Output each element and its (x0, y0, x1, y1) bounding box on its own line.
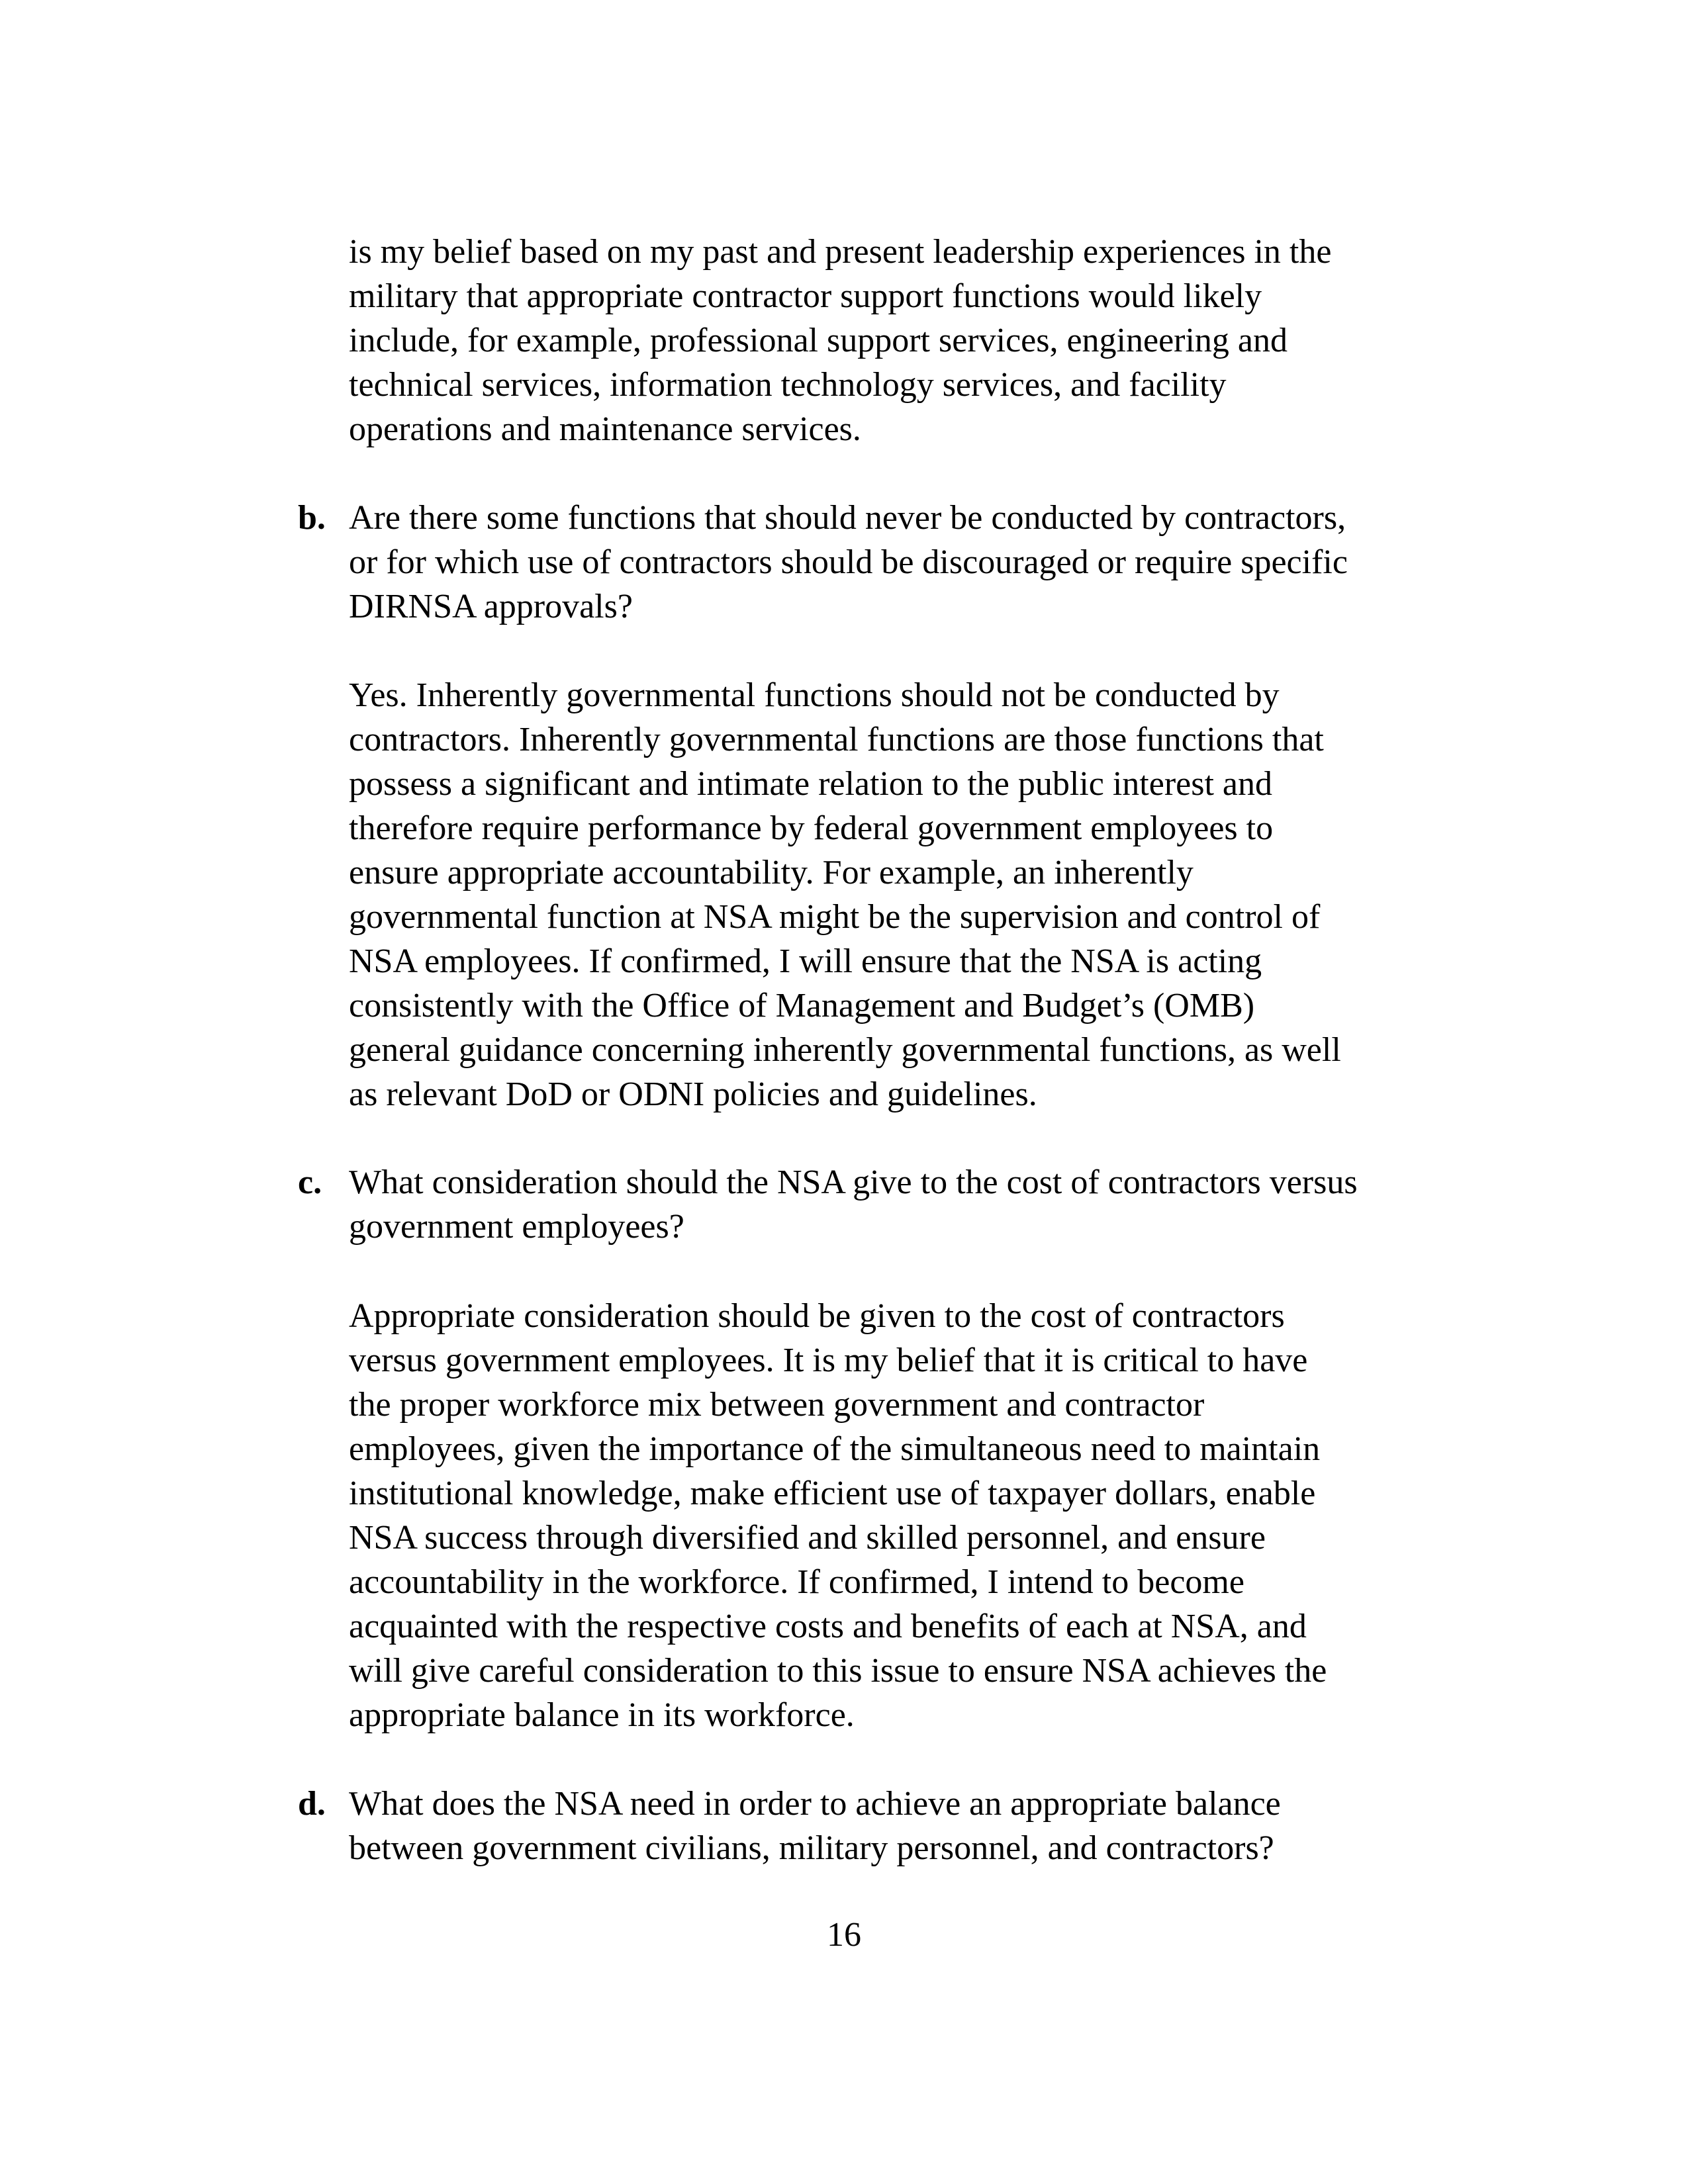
answer-b (349, 673, 1501, 1116)
question-line: What does the NSA need in order to achieve an appropriate balance (349, 1785, 1281, 1823)
answer-c (349, 1294, 1501, 1737)
answer-line: appropriate balance in its workforce. (349, 1696, 855, 1734)
answer-line: will give careful consideration to this issue to ensure NSA achieves the (349, 1652, 1327, 1690)
answer-line: therefore require performance by federal government employees to (349, 809, 1274, 847)
question-line: What consideration should the NSA give to the cost of contractors versus (349, 1163, 1358, 1201)
question-label: b. (298, 499, 326, 537)
answer-line: Yes. Inherently governmental functions should not be conducted by (349, 676, 1280, 714)
question-line: government employees? (349, 1208, 684, 1246)
text-line: military that appropriate contractor support functions would likely (349, 277, 1262, 315)
continuation-paragraph (349, 230, 1501, 451)
answer-line: NSA employees. If confirmed, I will ensure that the NSA is acting (349, 942, 1262, 980)
question-b (298, 496, 1501, 629)
answer-line: ensure appropriate accountability. For example, an inherently (349, 854, 1194, 891)
answer-line: versus government employees. It is my belief that it is critical to have (349, 1342, 1308, 1379)
answer-line: the proper workforce mix between government and contractor (349, 1386, 1205, 1424)
text-line: is my belief based on my past and present leadership experiences in the (349, 233, 1332, 271)
answer-line: governmental function at NSA might be the supervision and control of (349, 898, 1321, 936)
question-line: or for which use of contractors should be discouraged or require specific (349, 543, 1348, 581)
question-line: Are there some functions that should never be conducted by contractors, (349, 499, 1346, 537)
text-line: operations and maintenance services. (349, 410, 861, 448)
question-label: c. (298, 1163, 322, 1201)
answer-line: acquainted with the respective costs and benefits of each at NSA, and (349, 1608, 1307, 1645)
question-d (298, 1782, 1501, 1870)
answer-line: Appropriate consideration should be given to the cost of contractors (349, 1297, 1285, 1335)
question-line: DIRNSA approvals? (349, 588, 633, 625)
answer-line: consistently with the Office of Management and Budget’s (OMB) (349, 987, 1255, 1024)
answer-line: possess a significant and intimate relation to the public interest and (349, 765, 1272, 803)
answer-line: institutional knowledge, make efficient use of taxpayer dollars, enable (349, 1475, 1316, 1512)
answer-line: contractors. Inherently governmental functions are those functions that (349, 721, 1324, 758)
question-label: d. (298, 1785, 326, 1823)
answer-line: general guidance concerning inherently governmental functions, as well (349, 1031, 1341, 1069)
question-line: between government civilians, military personnel, and contractors? (349, 1829, 1274, 1867)
question-c (298, 1160, 1501, 1249)
answer-line: as relevant DoD or ODNI policies and guidelines. (349, 1075, 1037, 1113)
answer-line: employees, given the importance of the simultaneous need to maintain (349, 1430, 1321, 1468)
answer-line: accountability in the workforce. If confirmed, I intend to become (349, 1563, 1244, 1601)
page-number: 16 (827, 1916, 861, 1954)
text-line: technical services, information technology services, and facility (349, 366, 1227, 404)
answer-line: NSA success through diversified and skilled personnel, and ensure (349, 1519, 1266, 1557)
text-line: include, for example, professional support services, engineering and (349, 322, 1288, 359)
